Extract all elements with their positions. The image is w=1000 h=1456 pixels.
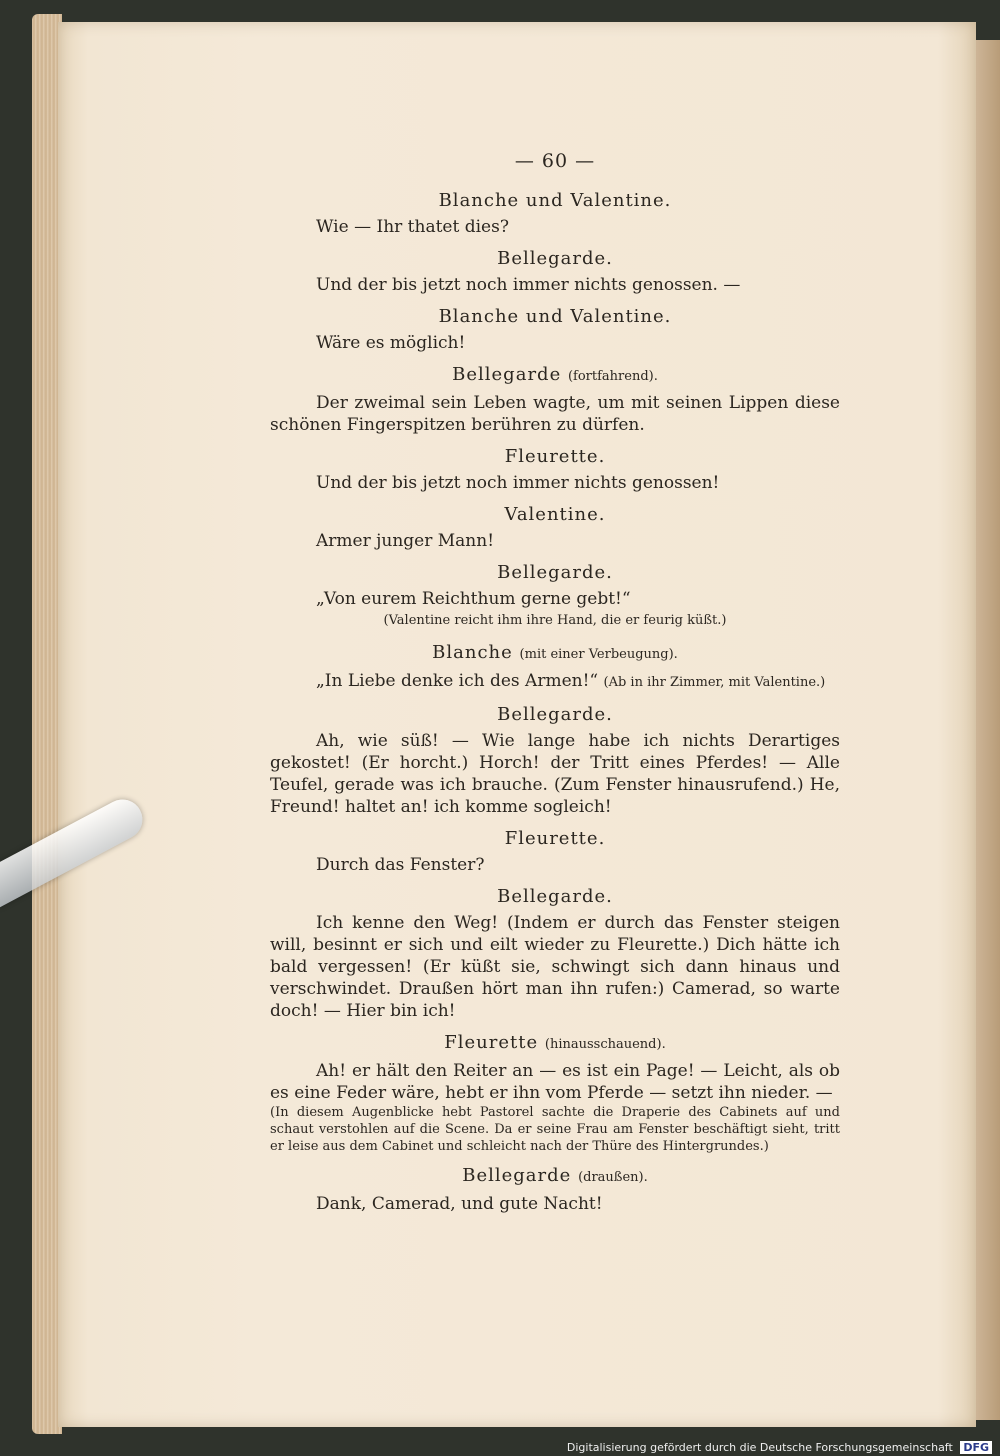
dialogue-line [270,216,840,238]
speaker-name [270,1165,840,1189]
speaker-label: Bellegarde [452,364,562,385]
speaker-name [270,828,840,850]
page-text [270,150,840,1215]
speaker-name [270,1032,840,1056]
dialogue-text: „Von eurem Reichthum gerne gebt!“ [316,589,631,609]
dialogue-line [270,854,840,876]
stage-direction: (fortfahrend). [567,369,658,384]
stage-direction: (Valentine reicht ihm ihre Hand, die er feurig küßt.) [383,613,727,628]
speaker-label: Fleurette [444,1032,539,1053]
speaker-name [270,446,840,468]
speaker-name [270,190,840,212]
speaker-label: Blanche und Valentine. [438,306,672,327]
dialogue-line [270,274,840,296]
dialogue-line [270,530,840,552]
dialogue-text: Ah, wie süß! — Wie lange habe ich nichts Derartiges gekostet! (Er horcht.) Horch! der Tritt eines Pferdes! — Alle Teufel, gerade was ich brauche. (Zum Fenster hinausrufend.) He, Freund! haltet an! ich komme sogleich! [270,731,840,817]
dialogue-line [270,332,840,354]
speaker-name [270,886,840,908]
dialogue-text: Wie — Ihr thatet dies? [316,217,509,237]
dialogue-line [270,670,840,694]
dialogue-text: Wäre es möglich! [316,333,466,353]
dialogue-line [270,1193,840,1215]
dfg-logo: DFG [960,1441,992,1454]
speaker-label: Valentine. [504,504,606,525]
dialogue-text: Ich kenne den Weg! (Indem er durch das Fenster steigen will, besinnt er sich und eilt wieder zu Fleurette.) Dich hätte ich bald vergessen! (Er küßt sie, schwingt sich dann hinaus und verschwindet. Draußen hört man ihn rufen:) Camerad, so warte doch! — Hier bin ich! [270,913,840,1021]
dialogue-line [270,1060,840,1104]
stage-direction: (Ab in ihr Zimmer, mit Valentine.) [603,675,826,690]
dialogue-line [270,472,840,494]
footer-credit [567,1441,992,1454]
dialogue-text: Armer junger Mann! [316,531,495,551]
stage-direction: (mit einer Verbeugung). [519,647,678,662]
dialogue-line [270,730,840,818]
speaker-name [270,562,840,584]
speaker-label: Bellegarde [462,1165,572,1186]
speaker-label: Bellegarde. [497,704,613,725]
dialogue-text: Dank, Camerad, und gute Nacht! [316,1194,603,1214]
speaker-name [270,642,840,666]
dialogue-line [270,588,840,610]
speaker-label: Fleurette. [504,828,606,849]
dialogue-text: Der zweimal sein Leben wagte, um mit seinen Lippen diese schönen Fingerspitzen berühren zu dürfen. [270,393,840,435]
dialogue-line [270,392,840,436]
speaker-label: Blanche [432,642,513,663]
dialogue-text: Ah! er hält den Reiter an — es ist ein Page! — Leicht, als ob es eine Feder wäre, hebt er ihn vom Pferde — setzt ihn nieder. — [270,1061,840,1103]
speaker-name [270,248,840,270]
dialogue-text: Und der bis jetzt noch immer nichts genossen. — [316,275,741,295]
speaker-label: Fleurette. [504,446,606,467]
dialogue-text: „In Liebe denke ich des Armen!“ [316,671,599,691]
dialogue-line [270,912,840,1022]
speaker-name [270,364,840,388]
dialogue-text: Durch das Fenster? [316,855,485,875]
dialogue-text: Und der bis jetzt noch immer nichts genossen! [316,473,720,493]
speaker-name [270,704,840,726]
page-number: — 60 — [514,150,596,172]
speaker-label: Blanche und Valentine. [438,190,672,211]
stage-direction: (draußen). [578,1170,648,1185]
speaker-label: Bellegarde. [497,886,613,907]
book-edge-right [976,40,1000,1420]
stage-direction: (hinausschauend). [544,1037,666,1052]
speaker-name [270,504,840,526]
stage-direction: (In diesem Augenblicke hebt Pastorel sachte die Draperie des Cabinets auf und schaut verstohlen auf die Scene. Da er seine Frau am Fenster beschäftigt sieht, tritt er leise aus dem Cabinet und schleicht nach der Thüre des Hintergrundes.) [270,1105,840,1154]
speaker-label: Bellegarde. [497,248,613,269]
footer-text: Digitalisierung gefördert durch die Deutsche Forschungsgemeinschaft [566,1441,953,1454]
speaker-label: Bellegarde. [497,562,613,583]
speaker-name [270,306,840,328]
